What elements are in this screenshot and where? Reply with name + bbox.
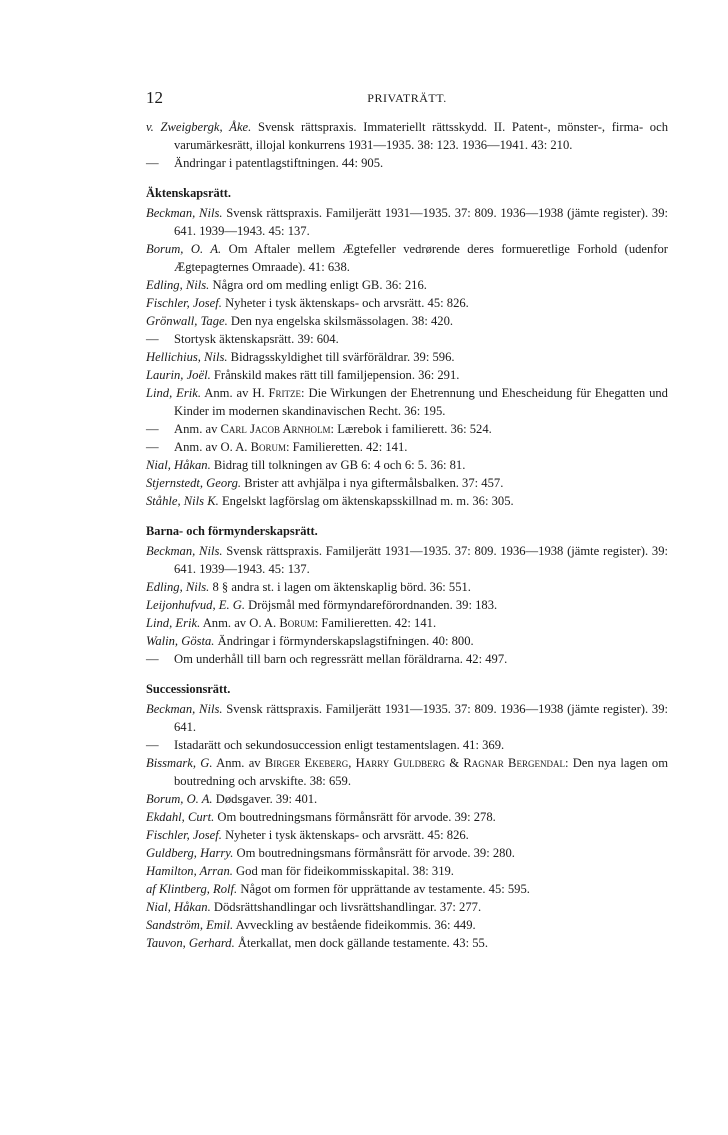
- entry-text: Om boutredningsmans förmånsrätt för arvode. 39: 278.: [217, 810, 496, 824]
- entry-author: Lind, Erik.: [146, 616, 201, 630]
- entry-text: Svensk rättspraxis. Familjerätt 1931—1935. 37: 809. 1936—1938 (jämte register). 39: 641.: [174, 702, 668, 734]
- bibliography-entry: [146, 754, 668, 790]
- entry-text: : Lærebok i familierett. 36: 524.: [330, 422, 492, 436]
- bibliography-entry: [146, 456, 668, 474]
- entry-author: Walin, Gösta.: [146, 634, 215, 648]
- entry-author: Beckman, Nils.: [146, 206, 223, 220]
- bibliography-entry: [146, 312, 668, 330]
- section-heading: Barna- och förmynderskapsrätt.: [146, 524, 318, 538]
- entry-author: Bissmark, G.: [146, 756, 213, 770]
- intro-section: [146, 118, 668, 172]
- entry-text: Nyheter i tysk äktenskaps- och arvsrätt. 45: 826.: [225, 828, 469, 842]
- entry-author: Tauvon, Gerhard.: [146, 936, 235, 950]
- bibliography-entry: [146, 614, 668, 632]
- bibliography-entry: [146, 474, 668, 492]
- entry-text: : Familieretten. 42: 141.: [286, 440, 408, 454]
- bibliography-entry: [146, 240, 668, 276]
- entry-author: Guldberg, Harry.: [146, 846, 234, 860]
- entry-prefix: Anm. av O. A.: [202, 616, 280, 630]
- bibliography-entry: [146, 366, 668, 384]
- entry-author: Beckman, Nils.: [146, 544, 223, 558]
- entry-text: : Die Wirkungen der Ehetrennung und Ehescheidung für Ehegatten und Kinder im modernen skandinavischen Recht. 36: 195.: [174, 386, 668, 418]
- entry-author: Lind, Erik.: [146, 386, 202, 400]
- entry-text: Dödsrättshandlingar och livsrättshandlingar. 37: 277.: [213, 900, 482, 914]
- bibliography-entry: [146, 294, 668, 312]
- entry-text: Engelskt lagförslag om äktenskapsskillnad m. m. 36: 305.: [221, 494, 514, 508]
- bibliography-entry: [146, 844, 668, 862]
- entry-author: Edling, Nils.: [146, 580, 210, 594]
- reviewed-author: Fritze: [268, 386, 302, 400]
- bibliography-entry: [146, 276, 668, 294]
- entry-author: Beckman, Nils.: [146, 702, 223, 716]
- entry-text: Om underhåll till barn och regressrätt mellan föräldrarna. 42: 497.: [174, 652, 508, 666]
- section-heading: Äktenskapsrätt.: [146, 186, 232, 200]
- bibliography-entry: [146, 826, 668, 844]
- bibliography-entry: [146, 934, 668, 952]
- bibliography-entry: [146, 154, 668, 172]
- entry-text: Svensk rättspraxis. Immateriellt rättsskydd. II. Patent-, mönster-, firma- och varumärkesrätt, illojal konkurrens 1931—1935. 38: 123. 1936—1941. 43: 210.: [174, 120, 668, 152]
- section-heading: Successionsrätt.: [146, 682, 231, 696]
- bibliography-entry: [146, 700, 668, 736]
- entry-author: Ståhle, Nils K.: [146, 494, 219, 508]
- ditto-dash: —: [146, 332, 159, 346]
- entry-text: 8 § andra st. i lagen om äktenskaplig börd. 36: 551.: [212, 580, 471, 594]
- reviewed-author: Birger Ekeberg, Harry Guldberg & Ragnar Bergendal: [264, 756, 565, 770]
- bibliography-entry: [146, 384, 668, 420]
- entry-author: Fischler, Josef.: [146, 296, 222, 310]
- page-number: 12: [146, 88, 163, 107]
- entry-text: Några ord om medling enligt GB. 36: 216.: [212, 278, 427, 292]
- page-header: [146, 88, 668, 110]
- entry-text: Stortysk äktenskapsrätt. 39: 604.: [174, 332, 339, 346]
- ditto-dash: —: [146, 422, 159, 436]
- entry-text: Bidrag till tolkningen av GB 6: 4 och 6: 5. 36: 81.: [213, 458, 466, 472]
- bibliography-entry: [146, 650, 668, 668]
- entry-text: Något om formen för upprättande av testamente. 45: 595.: [240, 882, 530, 896]
- section: [146, 184, 668, 510]
- bibliography-entry: [146, 916, 668, 934]
- bibliography-entry: [146, 118, 668, 154]
- entry-text: Avveckling av bestående fideikommis. 36: 449.: [235, 918, 476, 932]
- reviewed-author: Borum: [250, 440, 287, 454]
- entry-author: Sandström, Emil.: [146, 918, 234, 932]
- entry-text: Återkallat, men dock gällande testamente. 43: 55.: [237, 936, 488, 950]
- entry-text: Bidragsskyldighet till svärföräldrar. 39: 596.: [230, 350, 455, 364]
- bibliography-entry: [146, 438, 668, 456]
- entry-text: Den nya engelska skilsmässolagen. 38: 420.: [230, 314, 454, 328]
- bibliography-entry: [146, 862, 668, 880]
- entry-author: af Klintberg, Rolf.: [146, 882, 238, 896]
- entry-author: Ekdahl, Curt.: [146, 810, 215, 824]
- entry-text: God man för fideikommisskapital. 38: 319.: [236, 864, 454, 878]
- bibliography-entry: [146, 898, 668, 916]
- entry-author: Borum, O. A.: [146, 242, 222, 256]
- entry-author: Fischler, Josef.: [146, 828, 222, 842]
- entry-author: Leijonhufvud, E. G.: [146, 598, 245, 612]
- section: [146, 522, 668, 668]
- entry-text: Frånskild makes rätt till familjepension. 36: 291.: [213, 368, 460, 382]
- ditto-dash: —: [146, 440, 159, 454]
- bibliography-entry: [146, 348, 668, 366]
- entry-text: Svensk rättspraxis. Familjerätt 1931—1935. 37: 809. 1936—1938 (jämte register). 39: 641. 1939—1943. 45: 137.: [174, 544, 668, 576]
- entry-text: Om Aftaler mellem Ægtefeller vedrørende deres formueretlige Forhold (udenfor Ægtepagternes Omraade). 41: 638.: [174, 242, 668, 274]
- ditto-dash: —: [146, 156, 159, 170]
- ditto-dash: —: [146, 738, 159, 752]
- bibliography-content: [146, 118, 668, 952]
- entry-text: Svensk rättspraxis. Familjerätt 1931—1935. 37: 809. 1936—1938 (jämte register). 39: 641. 1939—1943. 45: 137.: [174, 206, 668, 238]
- entry-text: Brister att avhjälpa i nya giftermålsbalken. 37: 457.: [244, 476, 504, 490]
- bibliography-entry: [146, 790, 668, 808]
- entry-prefix: Anm. av: [216, 756, 265, 770]
- bibliography-entry: [146, 808, 668, 826]
- entry-text: Nyheter i tysk äktenskaps- och arvsrätt. 45: 826.: [225, 296, 469, 310]
- entry-author: Stjernstedt, Georg.: [146, 476, 242, 490]
- entry-text: Ändringar i förmynderskapslagstifningen. 40: 800.: [217, 634, 474, 648]
- bibliography-entry: [146, 632, 668, 650]
- entry-author: Grönwall, Tage.: [146, 314, 228, 328]
- bibliography-entry: [146, 542, 668, 578]
- entry-prefix: Anm. av: [174, 422, 221, 436]
- entry-author: Nial, Håkan.: [146, 458, 211, 472]
- entry-author: Laurin, Joël.: [146, 368, 211, 382]
- bibliography-entry: [146, 420, 668, 438]
- section: [146, 680, 668, 952]
- entry-text: : Den nya lagen om boutredning och arvskifte. 38: 659.: [174, 756, 668, 788]
- entry-author: Hamilton, Arran.: [146, 864, 233, 878]
- entry-author: Edling, Nils.: [146, 278, 210, 292]
- bibliography-entry: [146, 492, 668, 510]
- entry-text: Dødsgaver. 39: 401.: [215, 792, 318, 806]
- entry-prefix: Anm. av H.: [204, 386, 269, 400]
- reviewed-author: Borum: [279, 616, 315, 630]
- entry-text: Istadarätt och sekundosuccession enligt testamentslagen. 41: 369.: [174, 738, 505, 752]
- running-title: PRIVATRÄTT.: [367, 91, 447, 105]
- entry-author: Hellichius, Nils.: [146, 350, 228, 364]
- entry-text: Dröjsmål med förmyndareförordnanden. 39: 183.: [248, 598, 498, 612]
- ditto-dash: —: [146, 652, 159, 666]
- entry-text: Om boutredningsmans förmånsrätt för arvode. 39: 280.: [236, 846, 515, 860]
- entry-text: : Familieretten. 42: 141.: [314, 616, 437, 630]
- entry-author: Nial, Håkan.: [146, 900, 211, 914]
- bibliography-entry: [146, 736, 668, 754]
- reviewed-author: Carl Jacob Arnholm: [220, 422, 331, 436]
- entry-text: Ändringar i patentlagstiftningen. 44: 905.: [174, 156, 384, 170]
- bibliography-entry: [146, 596, 668, 614]
- bibliography-entry: [146, 578, 668, 596]
- entry-author: Borum, O. A.: [146, 792, 213, 806]
- entry-author: v. Zweigbergk, Åke.: [146, 120, 252, 134]
- bibliography-entry: [146, 880, 668, 898]
- bibliography-entry: [146, 204, 668, 240]
- bibliography-entry: [146, 330, 668, 348]
- entry-prefix: Anm. av O. A.: [174, 440, 251, 454]
